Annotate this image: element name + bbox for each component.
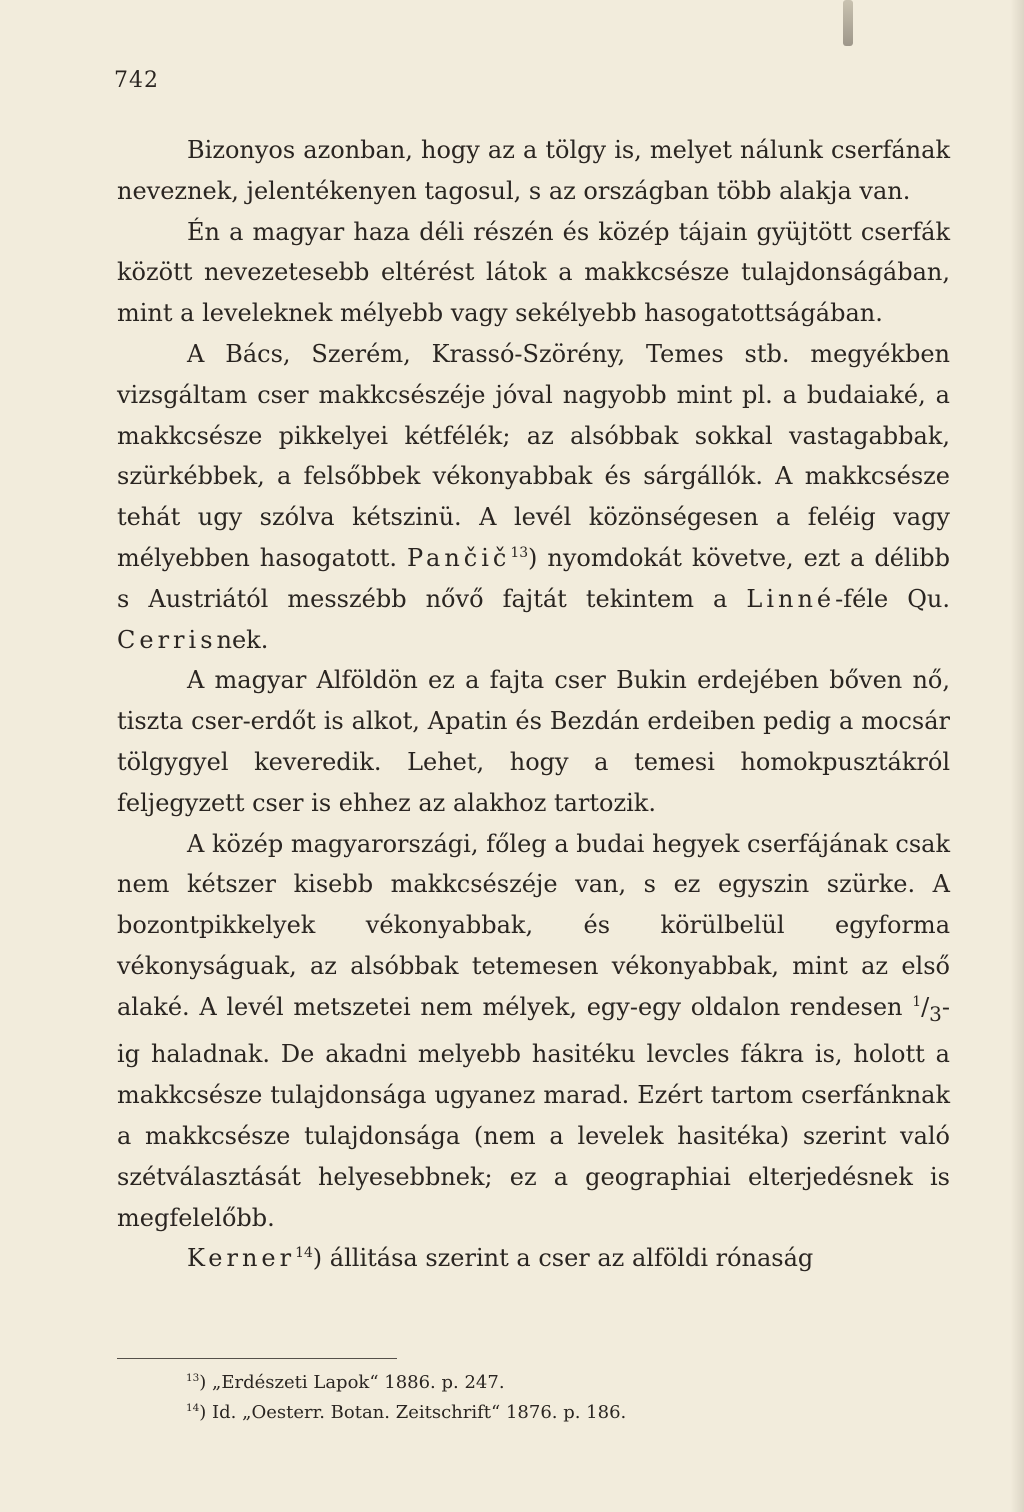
footnote-marker: 13 bbox=[186, 1372, 200, 1384]
paragraph bbox=[117, 824, 950, 1239]
text-run: Bizonyos azonban, hogy az a tölgy is, melyet nálunk cserfának neveznek, jelentékenyen tagosul, s az országban több alakja van. bbox=[117, 136, 950, 205]
paragraph bbox=[117, 660, 950, 823]
spaced-name: Cerris bbox=[117, 625, 217, 654]
text-run: ) nyomdokát követve, ezt a délibb s Austriától messzébb nővő fajtát tekintem a bbox=[117, 543, 950, 613]
text-run: A közép magyarországi, főleg a budai hegyek cserfájának csak nem kétszer kisebb makkcsészéje van, s ez egyszin szürke. A bozontpikkelyek vékonyabbak, és körülbelül egyforma vékonyságuak, az alsóbbak tetemesen vékonyabbak, mint az első alaké. A levél metszetei nem mélyek, egy-egy oldalon rendesen bbox=[117, 829, 950, 1021]
ink-mark bbox=[843, 0, 853, 46]
body-text bbox=[117, 130, 950, 1279]
text-run: ) állitása szerint a cser az alföldi rónaság bbox=[312, 1244, 814, 1273]
footnotes bbox=[186, 1368, 626, 1428]
paragraph bbox=[117, 212, 950, 334]
spaced-name: Kerner bbox=[187, 1244, 296, 1273]
footnote-reference: 13 bbox=[510, 544, 529, 561]
text-run: nek. bbox=[216, 625, 269, 654]
footnote-text: ) Id. „Oesterr. Botan. Zeitschrift“ 1876. p. 186. bbox=[199, 1402, 627, 1423]
text-run: -ig haladnak. De akadni melyebb hasitéku levcles fákra is, holott a makkcsésze tulajdonsága ugyanez marad. Ezért tartom cserfánknak a makkcsésze tulajdonsága (nem a levelek hasitéka) szerint való szétválasztását helyesebbnek; ez a geographiai elterjedésnek is megfelelőbb. bbox=[117, 992, 950, 1232]
footnote-text: ) „Erdészeti Lapok“ 1886. p. 247. bbox=[199, 1372, 505, 1393]
footnote-reference: 1 bbox=[912, 993, 922, 1010]
page-number: 742 bbox=[114, 68, 159, 93]
spaced-name: Pančič bbox=[406, 543, 511, 572]
text-run: A Bács, Szerém, Krassó-Szörény, Temes stb. megyékben vizsgáltam cser makkcsészéje jóval nagyobb mint pl. a budaiaké, a makkcsésze pikkelyei kétfélék; az alsóbbak sokkal vastagabbak, szürkébbek, a felsőbbek vékonyabbak és sárgállók. A makkcsésze tehát ugy szólva kétszinü. A levél közönségesen a feléig vagy mélyebben hasogatott. bbox=[117, 339, 950, 572]
page-edge-shadow bbox=[1010, 0, 1024, 1512]
footnote-marker: 14 bbox=[186, 1402, 200, 1414]
footnote-reference: 14 bbox=[295, 1245, 313, 1262]
paragraph bbox=[117, 334, 950, 660]
paragraph bbox=[117, 130, 950, 212]
text-run: -féle Qu. bbox=[835, 584, 950, 613]
text-run: A magyar Alföldön ez a fajta cser Bukin erdejében bőven nő, tiszta cser-erdőt is alkot, Apatin és Bezdán erdeiben pedig a mocsár tölgygyel keveredik. Lehet, hogy a temesi homokpusztákról feljegyzett cser is ehhez az alakhoz tartozik. bbox=[117, 666, 950, 817]
footnote bbox=[186, 1368, 626, 1398]
fraction-denominator: 3 bbox=[929, 1001, 942, 1026]
footnote-divider bbox=[117, 1358, 397, 1359]
paragraph bbox=[117, 1238, 950, 1279]
spaced-name: Linné bbox=[746, 584, 836, 613]
text-run: Én a magyar haza déli részén és közép tájain gyüjtött cserfák között nevezetesebb eltérést látok a makkcsésze tulajdonságában, mint a leveleknek mélyebb vagy sekélyebb hasogatottságában. bbox=[117, 217, 950, 328]
footnote bbox=[186, 1398, 626, 1428]
text-run: / bbox=[921, 992, 930, 1021]
